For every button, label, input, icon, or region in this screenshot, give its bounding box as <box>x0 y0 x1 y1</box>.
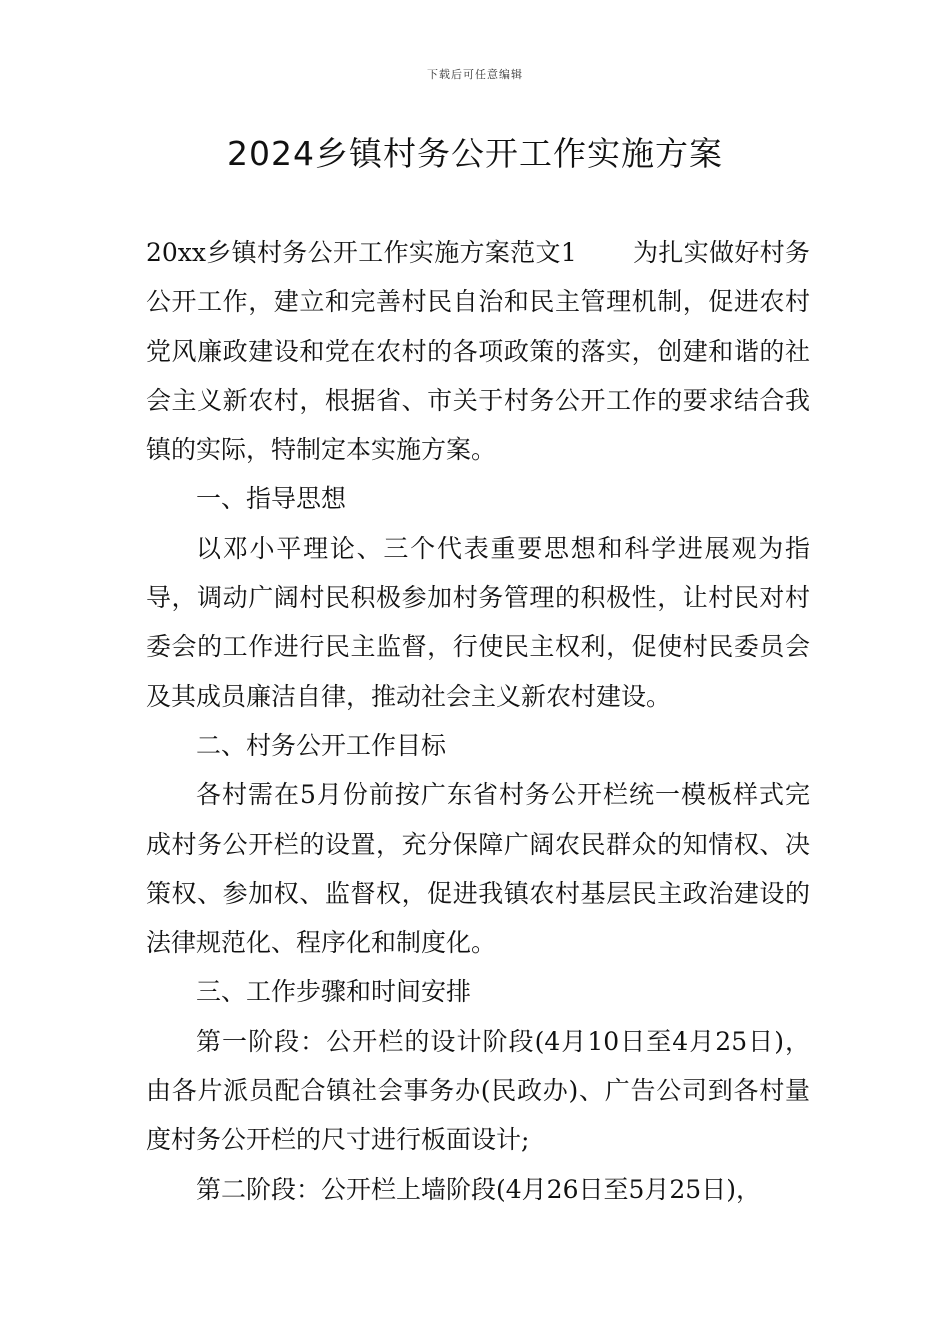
header-note: 下载后可任意编辑 <box>427 68 523 81</box>
section-heading-2: 二、村务公开工作目标 <box>196 730 447 760</box>
section-heading-3: 三、工作步骤和时间安排 <box>196 977 472 1007</box>
intro-paragraph <box>146 228 810 474</box>
intro-text: 为扎实做好村务公开工作，建立和完善村民自治和民主管理机制，促进农村党风廉政建设和党在农村的各项政策的落实，创建和谐的社会主义新农村，根据省、市关于村务公开工作的要求结合我镇的实际，特制定本实施方案。 <box>146 238 810 465</box>
section-3-paragraph-2: 第二阶段：公开栏上墙阶段(4月26日至5月25日)， <box>196 1174 761 1204</box>
section-3-paragraph-1: 第一阶段：公开栏的设计阶段(4月10日至4月25日)，由各片派员配合镇社会事务办(民政办)、广告公司到各村量度村务公开栏的尺寸进行板面设计; <box>146 1026 810 1155</box>
section-2-paragraph-1: 各村需在5月份前按广东省村务公开栏统一模板样式完成村务公开栏的设置，充分保障广阔农民群众的知情权、决策权、参加权、监督权，促进我镇农村基层民主政治建设的法律规范化、程序化和制度化。 <box>146 780 810 958</box>
document-body <box>146 228 810 1214</box>
section-heading-1: 一、指导思想 <box>196 484 347 514</box>
document-title: 2024乡镇村务公开工作实施方案 <box>227 134 723 173</box>
intro-lead: 20xx乡镇村务公开工作实施方案范文1 <box>146 238 577 267</box>
section-1-paragraph-1: 以邓小平理论、三个代表重要思想和科学进展观为指导，调动广阔村民积极参加村务管理的积极性，让村民对村委会的工作进行民主监督，行使民主权利，促使村民委员会及其成员廉洁自律，推动社会主义新农村建设。 <box>146 533 810 711</box>
